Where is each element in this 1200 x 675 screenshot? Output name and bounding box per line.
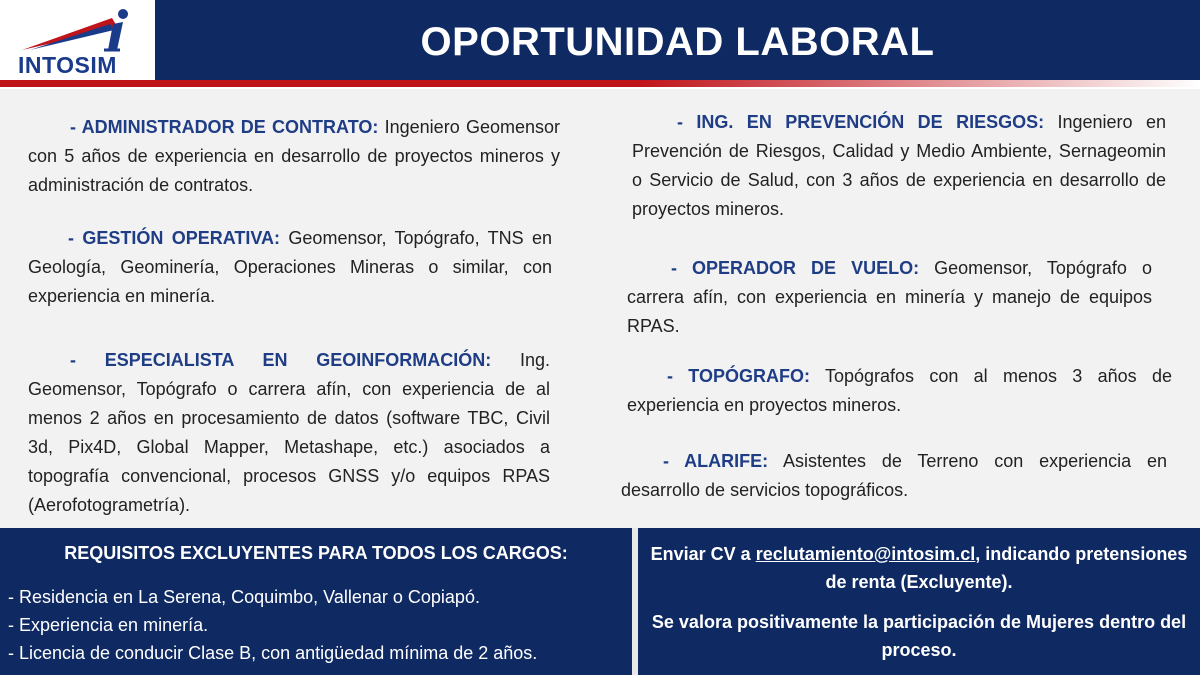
job-topografo [627,362,1172,420]
job-description: Geomensor, Topógrafo, TNS en Geología, Geominería, Operaciones Mineras o similar, con experiencia en minería. [28,228,552,306]
job-description: Asistentes de Terreno con experiencia en desarrollo de servicios topográficos. [621,451,1168,500]
logo-text: INTOSIM [18,52,117,78]
job-description: Ing. Geomensor, Topógrafo o carrera afín, con experiencia de al menos 2 años en procesamiento de datos (software TBC, Civil 3d, Pix4D, Global Mapper, Metashape, etc.) asociados a topografía convencional, procesos GNSS y/o equipos RPAS (Aerofotogrametría). [28,350,550,515]
send-cv-suffix: , indicando pretensiones de renta (Excluyente). [825,544,1188,592]
logo [0,0,155,80]
page-title: OPORTUNIDAD LABORAL [420,20,935,64]
job-title: - TOPÓGRAFO: [667,366,810,386]
job-gestion-operativa [28,224,552,311]
requirements-panel [0,528,632,675]
requirements-title: REQUISITOS EXCLUYENTES PARA TODOS LOS CARGOS: [64,543,568,563]
email-link[interactable]: reclutamiento@intosim.cl [755,544,976,564]
requirement-item: - Experiencia en minería. [8,615,209,635]
job-description: Topógrafos con al menos 3 años de experiencia en proyectos mineros. [627,366,1172,415]
job-description: Ingeniero en Prevención de Riesgos, Calidad y Medio Ambiente, Sernageomin o Servicio de Salud, con 3 años de experiencia en desarrollo de proyectos mineros. [632,112,1166,219]
requirement-item: - Residencia en La Serena, Coquimbo, Vallenar o Copiapó. [8,587,480,607]
job-title: - ALARIFE: [663,451,769,471]
job-title: - ADMINISTRADOR DE CONTRATO: [70,117,379,137]
contact-panel [638,528,1200,675]
job-prevencion-riesgos [632,108,1166,224]
send-cv-prefix: Enviar CV a [650,544,756,564]
requirement-item: - Licencia de conducir Clase B, con antigüedad mínima de 2 años. [8,643,538,663]
send-cv-text [638,540,1200,596]
header-bar [0,0,1200,80]
job-description: Geomensor, Topógrafo o carrera afín, con experiencia en minería y manejo de equipos RPAS. [627,258,1152,336]
job-description: Ingeniero Geomensor con 5 años de experiencia en desarrollo de proyectos mineros y administración de contratos. [28,117,560,195]
accent-red-line [0,80,640,87]
accent-red-fade [640,80,1200,87]
job-administrador-contrato [28,113,560,200]
job-especialista-geoinformacion [28,346,550,520]
intosim-logo-icon [20,4,140,54]
women-participation-note: Se valora positivamente la participación de Mujeres dentro del proceso. [651,612,1187,660]
requirements-list [8,583,537,667]
job-operador-vuelo [627,254,1152,341]
job-alarife [621,447,1167,505]
job-title: - ING. EN PREVENCIÓN DE RIESGOS: [677,112,1045,132]
job-title: - OPERADOR DE VUELO: [671,258,920,278]
job-title: - GESTIÓN OPERATIVA: [68,228,281,248]
job-title: - ESPECIALISTA EN GEOINFORMACIÓN: [70,350,492,370]
